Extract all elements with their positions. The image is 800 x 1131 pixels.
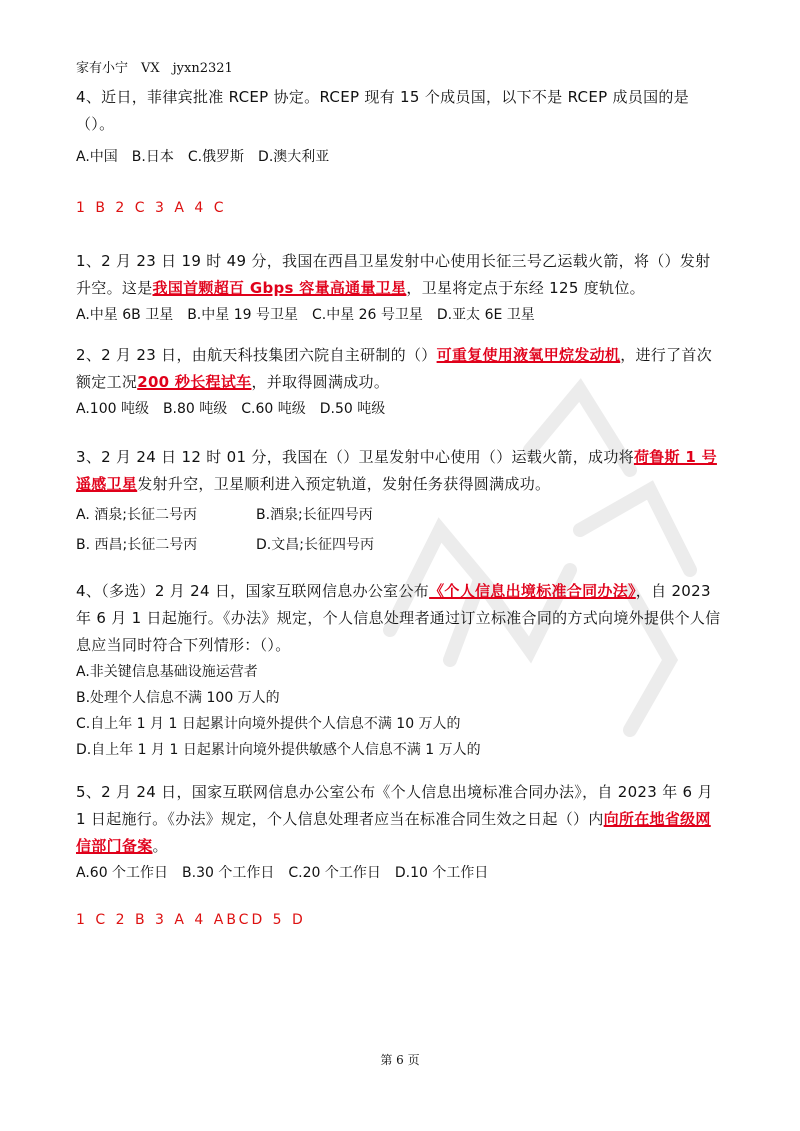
question-text: [76, 578, 724, 659]
highlight-text: 荷鲁斯 1 号遥感卫星: [76, 448, 717, 493]
highlight-text: 我国首颗超百 Gbps 容量高通量卫星: [152, 279, 407, 297]
page-header: 家有小宁 VX jyxn2321: [76, 61, 233, 76]
question-1: [76, 248, 724, 302]
question-text: [76, 342, 724, 396]
question-text-part: 4、（多选）2 月 24 日，国家互联网信息办公室公布: [76, 582, 430, 600]
question-5: [76, 779, 724, 860]
question-text: [76, 779, 724, 860]
document-body: [76, 84, 724, 932]
page-number: 第 6 页: [380, 1053, 420, 1067]
answer-key-1: 1 B 2 C 3 A 4 C: [76, 200, 227, 216]
option-d: D.文昌;长征四号丙: [256, 537, 374, 553]
question-text-part: 2、2 月 23 日，由航天科技集团六院自主研制的（）: [76, 346, 437, 364]
options-line: A.中国 B.日本 C.俄罗斯 D.澳大利亚: [76, 149, 330, 165]
question-text-part: ，进行了首次额定工况: [76, 346, 713, 391]
options-row: [76, 502, 724, 528]
options-line: A.60 个工作日 B.30 个工作日 C.20 个工作日 D.10 个工作日: [76, 865, 489, 881]
question-text-part: ，卫星将定点于东经 125 度轨位。: [406, 279, 645, 297]
question-prev-4: [76, 84, 724, 138]
question-text: [76, 444, 724, 498]
question-text-part: ，自 2023 年 6 月 1 日起施行。《办法》规定，个人信息处理者通过订立标准合同的方式向境外提供个人信息应当同时符合下列情形：（）。: [76, 582, 721, 654]
question-4: [76, 578, 724, 659]
question-text: [76, 248, 724, 302]
option-d: D.自上年 1 月 1 日起累计向境外提供敏感个人信息不满 1 万人的: [76, 742, 481, 758]
question-text: 4、近日，菲律宾批准 RCEP 协定。RCEP 现有 15 个成员国，以下不是 RCEP 成员国的是: [76, 88, 690, 106]
option-c: B. 西昌;长征二号丙: [76, 537, 198, 553]
option-a: A.非关键信息基础设施运营者: [76, 664, 258, 680]
highlight-text: 《个人信息出境标准合同办法》: [429, 582, 636, 600]
question-text-part: 发射升空，卫星顺利进入预定轨道，发射任务获得圆满成功。: [137, 475, 551, 493]
answer-key-2: 1 C 2 B 3 A 4 ABCD 5 D: [76, 912, 306, 928]
highlight-text: 可重复使用液氧甲烷发动机: [436, 346, 621, 364]
option-a: A. 酒泉;长征二号丙: [76, 507, 197, 523]
options-line: A.100 吨级 B.80 吨级 C.60 吨级 D.50 吨级: [76, 401, 386, 417]
question-text-part: 3、2 月 24 日 12 时 01 分，我国在（）卫星发射中心使用（）运载火箭，成功将: [76, 448, 634, 466]
highlight-text: 200 秒长程试车: [137, 373, 252, 391]
question-text-part: 1、2 月 23 日 19 时 49 分，我国在西昌卫星发射中心使用长征三号乙运载火箭，将（）发射升空。这是: [76, 252, 711, 297]
question-2: [76, 342, 724, 396]
option-b: B.处理个人信息不满 100 万人的: [76, 690, 280, 706]
question-text-part: 。: [152, 837, 168, 855]
question-text-part: ，并取得圆满成功。: [251, 373, 390, 391]
question-text-cont: （）。: [76, 115, 115, 133]
option-c: C.自上年 1 月 1 日起累计向境外提供个人信息不满 10 万人的: [76, 716, 461, 732]
question-text-part: 5、2 月 24 日，国家互联网信息办公室公布《个人信息出境标准合同办法》，自 2023 年 6 月 1 日起施行。《办法》规定，个人信息处理者应当在标准合同生效之日起（）内: [76, 783, 713, 828]
question-3: [76, 444, 724, 498]
options-row: [76, 532, 724, 558]
highlight-text: 向所在地省级网信部门备案: [76, 810, 711, 855]
options-line: A.中星 6B 卫星 B.中星 19 号卫星 C.中星 26 号卫星 D.亚太 6E 卫星: [76, 307, 535, 323]
option-b: B.酒泉;长征四号丙: [256, 507, 373, 523]
